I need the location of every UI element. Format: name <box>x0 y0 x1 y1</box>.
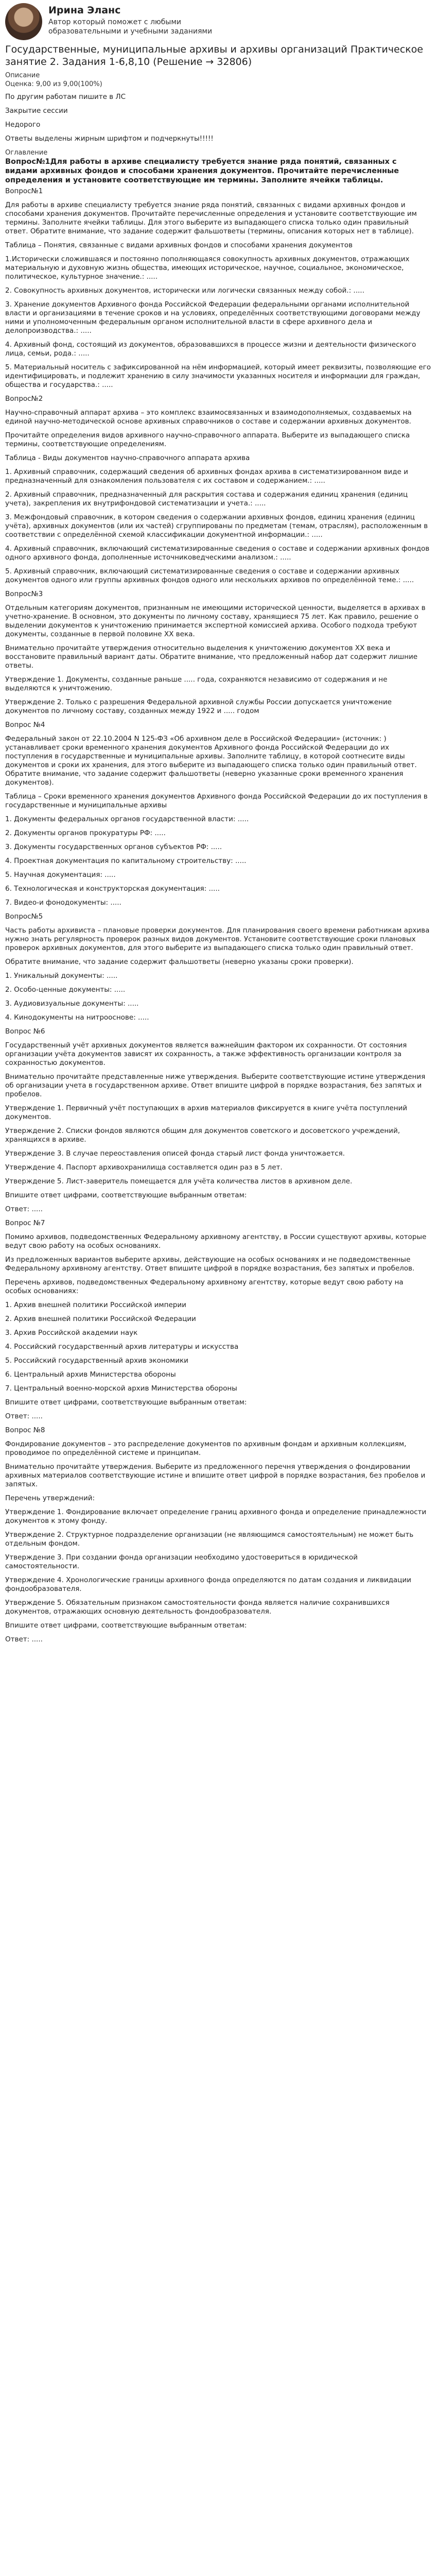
paragraph: Утверждение 5. Лист-заверитель помещается для учёта количества листов в архивном деле. <box>5 1177 353 1185</box>
paragraph: Внимательно прочитайте представленные ниже утверждения. Выберите соответствующие истине утверждения об организации учета в государственном архиве. Ответ впишите цифрой в порядке возрастания, без запятых и пробелов. <box>5 1073 426 1098</box>
q3-label: Вопрос№3 <box>5 590 43 598</box>
answer-line[interactable]: Ответ: ..... <box>5 1412 43 1420</box>
paragraph: 6. Центральный архив Министерства обороны <box>5 1370 176 1379</box>
author-description: Автор который поможет с любыми образовательными и учебными заданиями <box>48 18 213 36</box>
paragraph: Перечень утверждений: <box>5 1494 95 1502</box>
paragraph: 3. Архив Российской академии наук <box>5 1329 138 1337</box>
meta-line: По другим работам пишите в ЛС <box>5 93 126 101</box>
rating-text: Оценка: 9,00 из 9,00(100%) <box>5 80 102 88</box>
paragraph: 7. Видео-и фонодокументы: ..... <box>5 899 121 907</box>
paragraph: Фондирование документов – это распределение документов по архивным фондам и архивным коллекциям, проводимое по определённой системе и принципам. <box>5 1440 407 1457</box>
paragraph: Впишите ответ цифрами, соответствующие выбранным ответам: <box>5 1398 247 1406</box>
paragraph: Утверждение 2. Списки фондов являются общим для документов советского и досоветского учреждений, хранящихся в архиве. <box>5 1127 400 1144</box>
paragraph: 5. Архивный справочник, включающий систематизированные сведения о составе и содержании архивных документов одного или группы архивных фондов одного или нескольких архивов по определённой теме.: ..... <box>5 567 414 584</box>
q6-label: Вопрос №6 <box>5 1027 45 1036</box>
paragraph: 5. Материальный носитель с зафиксированной на нём информацией, который имеет реквизиты, позволяющие его идентифицировать, и подлежит хранению в силу значимости указанных носителя и информации для граждан, общества и государства.: ..... <box>5 363 431 389</box>
paragraph: Отдельным категориям документов, признанным не имеющими исторической ценности, выделяется в архивах в учетно-хранение. В основном, это документы по личному составу, хранящиеся 75 лет. Как правило, решение о выделении документов к уничтожению принимается экспертной комиссией архива. Особого подхода требуют документы, созданные в первой половине XX века. <box>5 604 426 638</box>
paragraph: 2. Особо-ценные документы: ..... <box>5 986 126 994</box>
q7-label: Вопрос №7 <box>5 1219 45 1227</box>
paragraph: Обратите внимание, что задание содержит фальшответы (неверно указаны сроки проверки). <box>5 958 354 966</box>
q2-label: Вопрос№2 <box>5 395 43 403</box>
paragraph: 1. Документы федеральных органов государственной власти: ..... <box>5 815 249 823</box>
paragraph: 5. Российский государственный архив экономики <box>5 1357 188 1365</box>
paragraph: 2. Архивный справочник, предназначенный для раскрытия состава и содержания единиц хранения (единиц учета), закрепления их внутрифондовой систематизации и учета.: ..... <box>5 490 408 507</box>
paragraph: Научно-справочный аппарат архива – это комплекс взаимосвязанных и взаимодополняемых, создаваемых на единой научно-методической основе архивных справочников о составе и содержании архивных документов. <box>5 409 412 426</box>
paragraph: Из предложенных вариантов выберите архивы, действующие на особых основаниях и не подведомственные Федеральному архивному агентству. Ответ впишите цифрой в порядке возрастания, без запятых и пробелов. <box>5 1256 415 1273</box>
paragraph: 4. Кинодокументы на нитрооснове: ..... <box>5 1013 149 1022</box>
paragraph: 4. Архивный справочник, включающий систематизированные сведения о составе и содержании архивных фондов одного архивного фонда, дополненные источниковедческими анализом.: ..... <box>5 545 430 562</box>
toc-label: Оглавление <box>5 149 48 157</box>
paragraph: Для работы в архиве специалисту требуется знание ряда понятий, связанных с видами архивных фондов и способами хранения документов. Прочитайте перечисленные определения и установите соответствующие им термины. Заполните ячейки таблицы. Для этого выберите из выпадающего списка только один правильный ответ. Обратите внимание, что задание содержит фальшответы (термины, описания которых нет в таблице). <box>5 201 417 235</box>
description-label: Описание <box>5 72 40 79</box>
paragraph: 1. Архивный справочник, содержащий сведения об архивных фондах архива в систематизированном виде и предназначенный для ознакомления пользователя с их составом и содержанием.: ..... <box>5 468 408 485</box>
paragraph: 4. Проектная документация по капитальному строительству: ..... <box>5 857 247 865</box>
paragraph: Утверждение 1. Документы, созданные раньше ..... года, сохраняются независимо от содержания и не выделяются к уничтожению. <box>5 675 388 692</box>
paragraph: Федеральный закон от 22.10.2004 N 125-ФЗ «Об архивном деле в Российской Федерации» (источник: ) устанавливает сроки временного хранения документов Архивного фонда Российской Федерации до их поступления в государственные и муниципальные архивы. Заполните таблицу, в которой соотнесите виды документов и сроки их хранения, для этого выберите из выпадающего списка только один правильный ответ. Обратите внимание, что задание содержит фальшответы (неверно указанные сроки временного хранения документов). <box>5 735 417 787</box>
paragraph: 3. Хранение документов Архивного фонда Российской Федерации федеральными органами исполнительной власти и организациями в течение сроков и на условиях, определённых соответствующими договорами между ними и уполномоченным федеральным органом исполнительной власти в сфере архивного дела и делопроизводства.: ..... <box>5 300 421 335</box>
q4-label: Вопрос №4 <box>5 721 45 729</box>
answer-line[interactable]: Ответ: ..... <box>5 1205 43 1213</box>
q1-label: Вопрос№1 <box>5 187 43 195</box>
paragraph: 3. Документы государственных органов субъектов РФ: ..... <box>5 843 222 851</box>
author-info <box>48 3 218 36</box>
author-avatar[interactable] <box>5 3 42 40</box>
paragraph: Утверждение 3. В случае переоставления описей фонда старый лист фонда уничтожается. <box>5 1149 345 1158</box>
paragraph: 4. Российский государственный архив литературы и искусства <box>5 1343 239 1351</box>
paragraph: 3. Межфондовый справочник, в котором сведения о содержании архивных фондов, единиц хранения (единиц учёта), архивных документов (или их частей) сгруппированы по предметам (темам, отраслям), расположенным в соответствии с определённой схемой классификации документной информации.: ..... <box>5 513 428 539</box>
author-header <box>5 0 431 40</box>
paragraph: Государственный учёт архивных документов является важнейшим фактором их сохранности. От состояния организации учёта документов зависят их сохранность, а также эффективность организации контроля за сохранностью документов. <box>5 1041 407 1067</box>
paragraph: 3. Аудиовизуальные документы: ..... <box>5 999 139 1008</box>
paragraph: Утверждение 2. Только с разрешения Федеральной архивной службы России допускается уничтожение документов по личному составу, созданных между 1922 и ..... годом <box>5 698 392 715</box>
paragraph: Помимо архивов, подведомственных Федеральному архивному агентству, в России существуют архивы, которые ведут свою работу на особых основаниях. <box>5 1233 427 1250</box>
paragraph: 1. Архив внешней политики Российской империи <box>5 1301 186 1309</box>
paragraph: Внимательно прочитайте утверждения. Выберите из предложенного перечня утверждения о фондировании архивных материалов соответствующие истине и впишите ответ цифрой в порядке возрастания, без пробелов и запятых. <box>5 1463 426 1488</box>
meta-line: Закрытие сессии <box>5 107 68 115</box>
paragraph: Таблица - Виды документов научно-справочного аппарата архива <box>5 454 250 462</box>
paragraph: Таблица – Сроки временного хранения документов Архивного фонда Российской Федерации до их поступления в государственные и муниципальные архивы <box>5 792 428 809</box>
paragraph: Утверждение 1. Фондирование включает определение границ архивного фонда и определение принадлежности документов к этому фонду. <box>5 1508 427 1525</box>
paragraph: Утверждение 5. Обязательным признаком самостоятельности фонда является наличие сохранившихся документов, отражающих основную деятельность фондообразователя. <box>5 1599 390 1616</box>
q5-label: Вопрос№5 <box>5 912 43 921</box>
paragraph: Впишите ответ цифрами, соответствующие выбранным ответам: <box>5 1621 247 1630</box>
q1-bold-heading: Вопрос№1Для работы в архиве специалисту требуется знание ряда понятий, связанных с видами архивных фондов и способами хранения документов. Прочитайте перечисленные определения и установите соответствующие им термины. Заполните ячейки таблицы. <box>5 158 399 184</box>
paragraph: Утверждение 4. Паспорт архивохранилища составляется один раз в 5 лет. <box>5 1163 283 1172</box>
paragraph: Впишите ответ цифрами, соответствующие выбранным ответам: <box>5 1191 247 1199</box>
paragraph: 6. Технологическая и конструкторская документация: ..... <box>5 885 220 893</box>
answer-line[interactable]: Ответ: ..... <box>5 1635 43 1643</box>
paragraph: 7. Центральный военно-морской архив Министерства обороны <box>5 1384 237 1393</box>
paragraph: Утверждение 1. Первичный учёт поступающих в архив материалов фиксируется в книге учёта поступлений документов. <box>5 1104 407 1121</box>
paragraph: 5. Научная документация: ..... <box>5 871 116 879</box>
author-name[interactable]: Ирина Эланс <box>48 5 121 16</box>
paragraph: 4. Архивный фонд, состоящий из документов, образовавшихся в процессе жизни и деятельности физического лица, семьи, рода.: ..... <box>5 341 416 358</box>
paragraph: 1. Уникальный документы: ..... <box>5 972 118 980</box>
document-title: Государственные, муниципальные архивы и архивы организаций Практическое занятие 2. Задания 1-6,8,10 (Решение → 32806) <box>5 44 423 67</box>
paragraph: Утверждение 3. При создании фонда организации необходимо удостовериться в юридической самостоятельности. <box>5 1553 358 1570</box>
meta-line: Ответы выделены жирным шрифтом и подчеркнуты!!!!! <box>5 134 214 143</box>
paragraph: 1.Исторически сложившаяся и постоянно пополняющаяся совокупность архивных документов, отражающих материальную и духовную жизнь общества, имеющих историческое, научное, социальное, экономическое, политическое, культурное значение.: ..... <box>5 255 410 281</box>
paragraph: Утверждение 4. Хронологические границы архивного фонда определяются по датам создания и ликвидации фондообразователя. <box>5 1576 411 1593</box>
meta-line: Недорого <box>5 121 41 129</box>
paragraph: Утверждение 2. Структурное подразделение организации (не являющимся самостоятельным) не может быть отдельным фондом. <box>5 1531 414 1548</box>
paragraph: 2. Документы органов прокуратуры РФ: ..... <box>5 829 166 837</box>
paragraph: 2. Совокупность архивных документов, исторически или логически связанных между собой.: ..... <box>5 286 364 295</box>
paragraph: Часть работы архивиста – плановые проверки документов. Для планирования своего времени работникам архива нужно знать регулярность проверок разных видов документов. Установите соответствующие сроки плановых проверок архивных документов, для этого выберите из выпадающего списка только один правильный ответ. <box>5 926 430 952</box>
paragraph: Перечень архивов, подведомственных Федеральному архивному агентству, которые ведут свою работу на особых основаниях: <box>5 1278 404 1295</box>
paragraph: Таблица – Понятия, связанные с видами архивных фондов и способами хранения документов <box>5 241 353 249</box>
paragraph: Прочитайте определения видов архивного научно-справочного аппарата. Выберите из выпадающего списка термины, соответствующие определениям. <box>5 431 410 448</box>
paragraph: 2. Архив внешней политики Российской Федерации <box>5 1315 196 1323</box>
q8-label: Вопрос №8 <box>5 1426 45 1434</box>
paragraph: Внимательно прочитайте утверждения относительно выделения к уничтожению документов XX века и восстановите правильный вариант даты. Обратите внимание, что предложенный набор дат содержит лишние ответы. <box>5 644 418 670</box>
